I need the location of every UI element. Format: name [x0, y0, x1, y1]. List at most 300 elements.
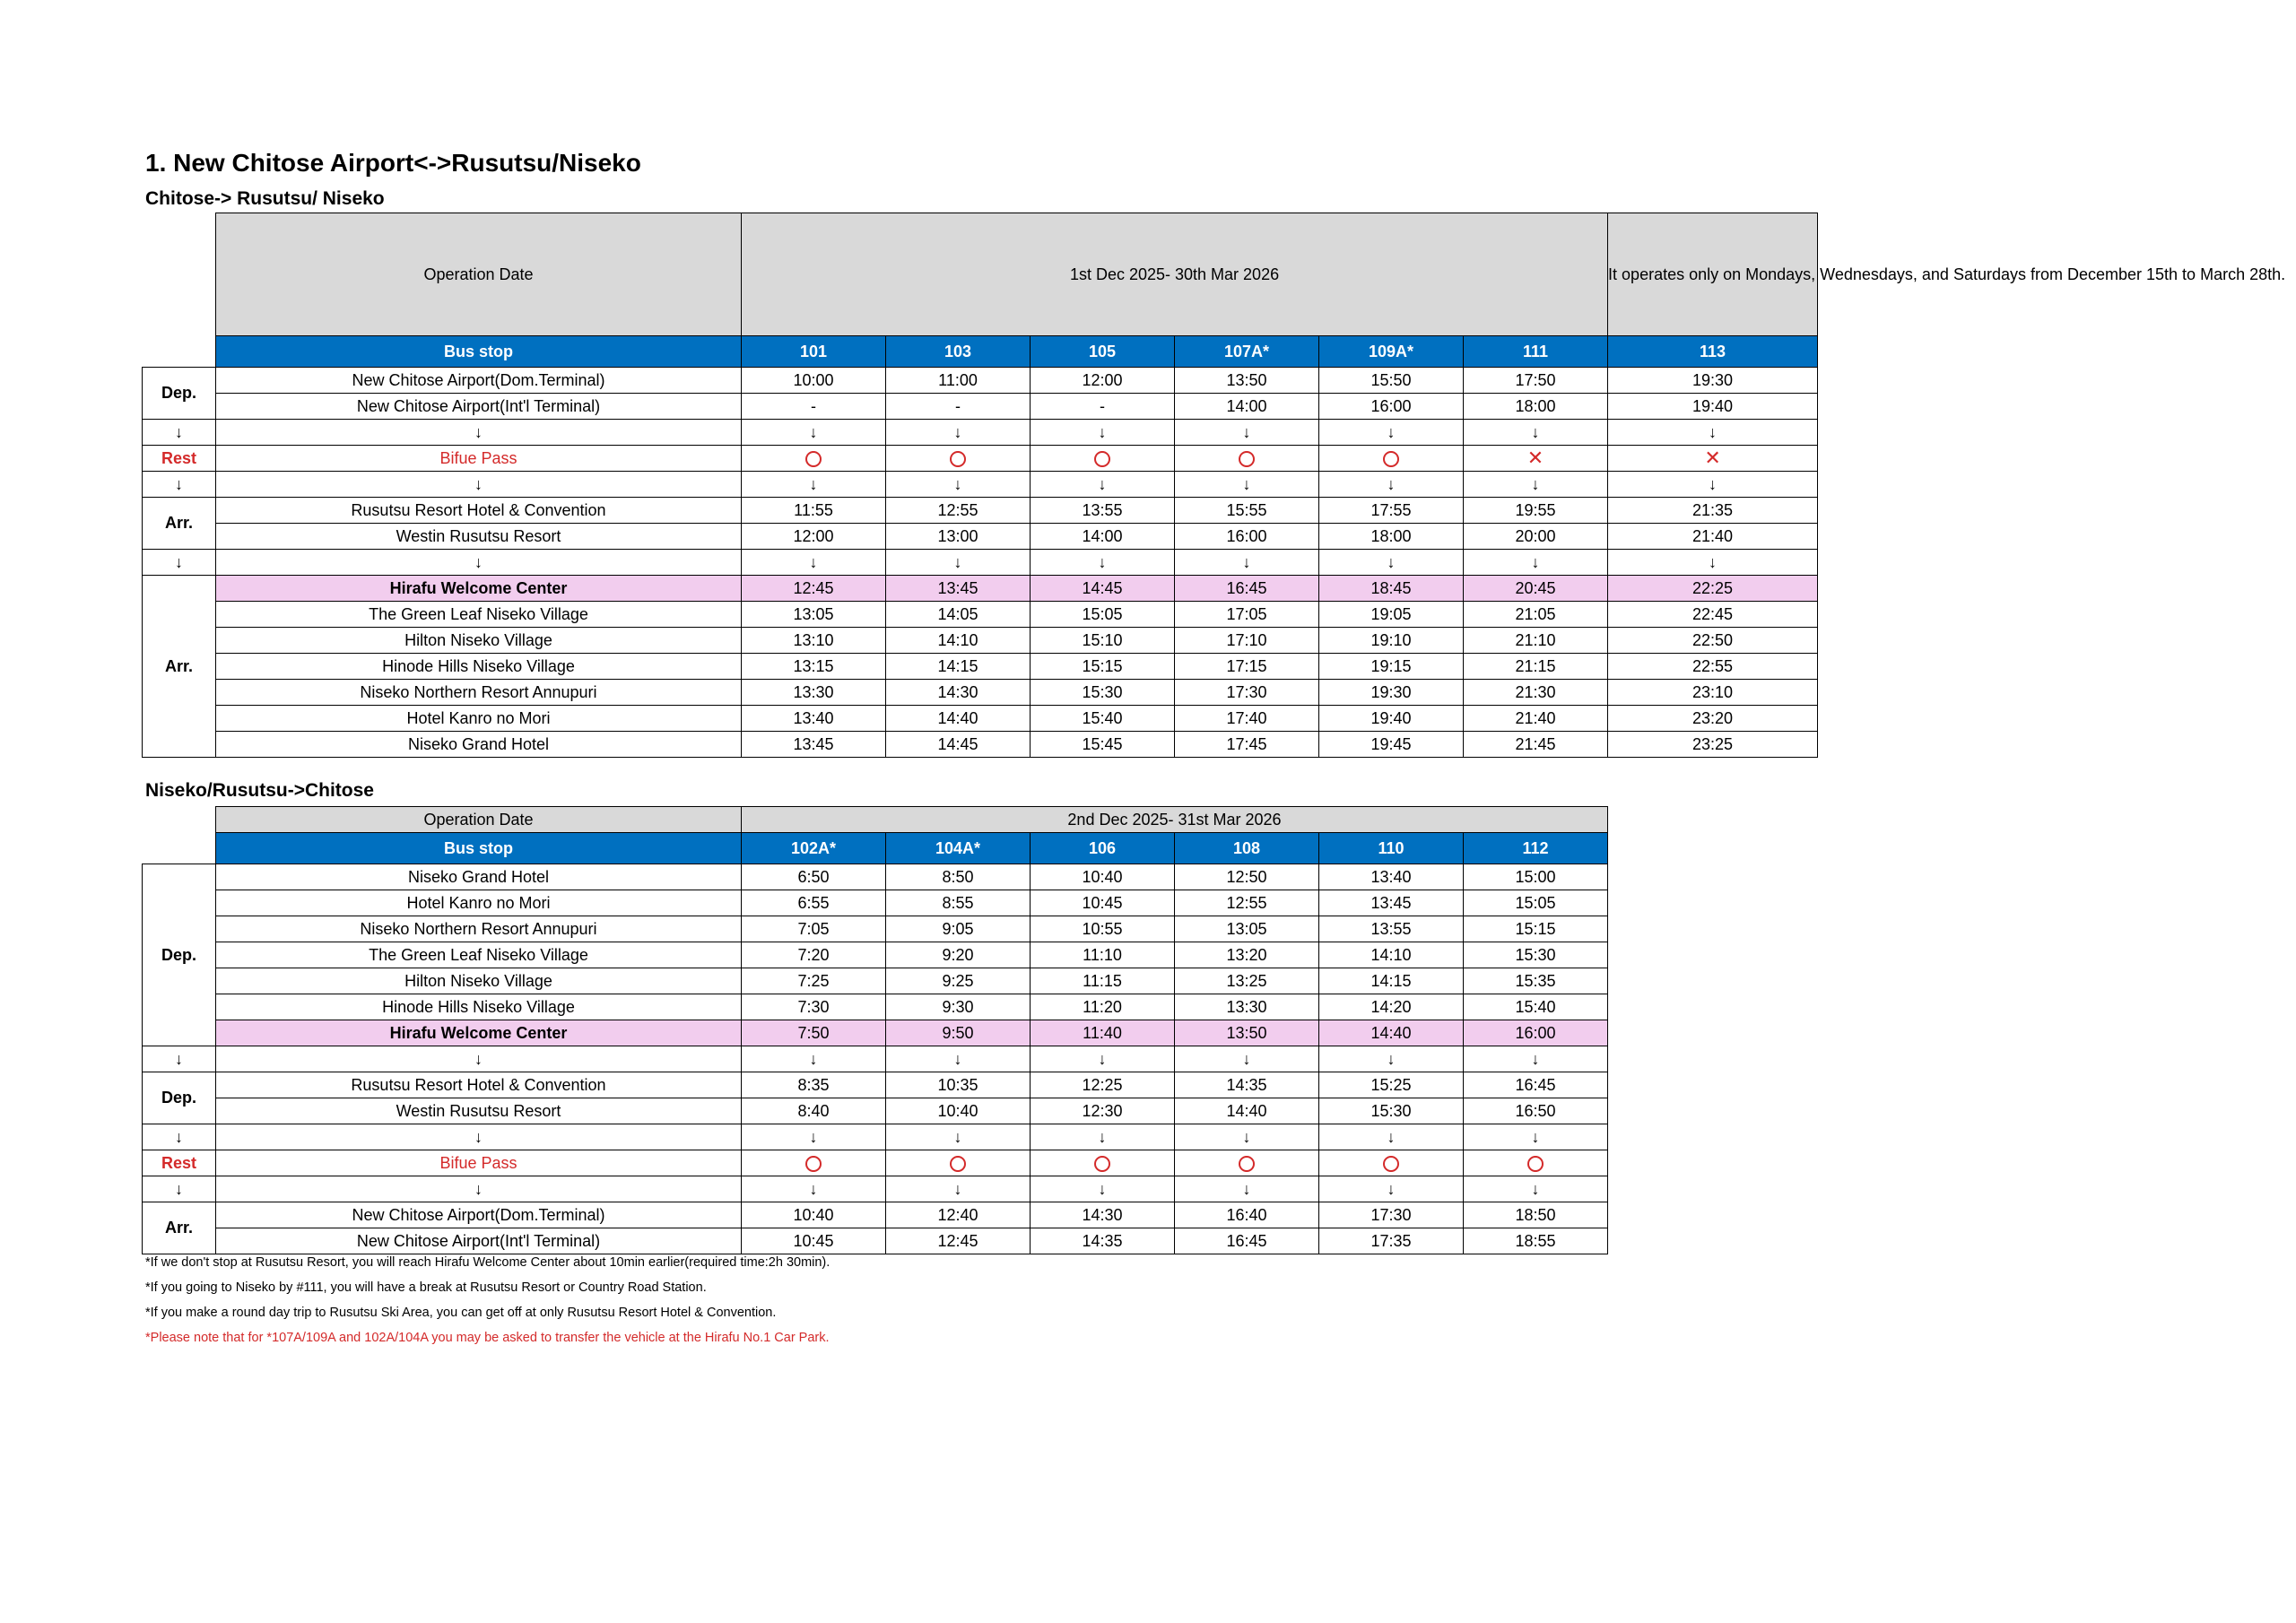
time-cell: 8:40 — [742, 1098, 886, 1124]
down-arrow-icon: ↓ — [1319, 1124, 1464, 1150]
time-cell: 14:35 — [1175, 1072, 1319, 1098]
footnote: *If we don't stop at Rusutsu Resort, you will reach Hirafu Welcome Center about 10min earlier(required time:2h 30min). — [145, 1255, 831, 1270]
down-arrow-icon: ↓ — [1175, 1176, 1319, 1202]
time-cell: 18:50 — [1464, 1202, 1608, 1228]
time-cell: 14:00 — [1031, 524, 1175, 550]
table-row — [143, 916, 1608, 942]
time-cell: 22:50 — [1608, 628, 1818, 654]
bus-number-header: 112 — [1464, 833, 1608, 864]
down-arrow-icon: ↓ — [1031, 472, 1175, 498]
time-cell: 19:15 — [1319, 654, 1464, 680]
rest-mark-cell — [1031, 1150, 1175, 1176]
time-cell: 12:50 — [1175, 864, 1319, 890]
time-cell: 15:15 — [1464, 916, 1608, 942]
table-row — [143, 1124, 1608, 1150]
time-cell: 14:45 — [1031, 576, 1175, 602]
down-arrow-icon: ↓ — [742, 1176, 886, 1202]
down-arrow-icon: ↓ — [1175, 472, 1319, 498]
bus-stop-name: Hirafu Welcome Center — [216, 576, 742, 602]
bus-number-header: 113 — [1608, 336, 1818, 368]
down-arrow-icon: ↓ — [1319, 420, 1464, 446]
time-cell: 15:55 — [1175, 498, 1319, 524]
time-cell: 17:40 — [1175, 706, 1319, 732]
circle-icon — [1239, 451, 1255, 467]
time-cell: 8:35 — [742, 1072, 886, 1098]
rest-mark-cell — [1031, 446, 1175, 472]
table-row — [143, 1228, 1608, 1254]
time-cell: 11:40 — [1031, 1020, 1175, 1046]
down-arrow-icon: ↓ — [1031, 1046, 1175, 1072]
bus-stop-name: New Chitose Airport(Dom.Terminal) — [216, 368, 742, 394]
down-arrow-icon: ↓ — [1031, 1124, 1175, 1150]
time-cell: 19:40 — [1319, 706, 1464, 732]
stop-group-label: Dep. — [143, 368, 216, 420]
down-arrow-icon: ↓ — [1319, 472, 1464, 498]
table-row — [143, 1072, 1608, 1098]
bus-stop-name: Niseko Grand Hotel — [216, 864, 742, 890]
time-cell: 8:55 — [886, 890, 1031, 916]
time-cell: 19:10 — [1319, 628, 1464, 654]
rest-mark-cell — [1319, 446, 1464, 472]
bus-number-header: 111 — [1464, 336, 1608, 368]
circle-icon — [950, 1156, 966, 1172]
time-cell: 11:20 — [1031, 994, 1175, 1020]
time-cell: 10:55 — [1031, 916, 1175, 942]
time-cell: 15:10 — [1031, 628, 1175, 654]
down-arrow-icon: ↓ — [143, 1176, 216, 1202]
time-cell: 13:55 — [1031, 498, 1175, 524]
bus-stop-name: Hotel Kanro no Mori — [216, 706, 742, 732]
time-cell: 19:55 — [1464, 498, 1608, 524]
time-cell: 12:30 — [1031, 1098, 1175, 1124]
rest-stop-name: Bifue Pass — [216, 446, 742, 472]
time-cell: 13:15 — [742, 654, 886, 680]
down-arrow-icon: ↓ — [1464, 1046, 1608, 1072]
time-cell: 20:00 — [1464, 524, 1608, 550]
down-arrow-icon: ↓ — [1464, 550, 1608, 576]
table-row — [143, 498, 1818, 524]
time-cell: 14:15 — [1319, 968, 1464, 994]
outbound-subtitle: Chitose-> Rusutsu/ Niseko — [145, 188, 385, 209]
stop-group-label: Arr. — [143, 1202, 216, 1254]
down-arrow-icon: ↓ — [1464, 1124, 1608, 1150]
down-arrow-icon: ↓ — [742, 550, 886, 576]
time-cell: 7:30 — [742, 994, 886, 1020]
time-cell: 14:45 — [886, 732, 1031, 758]
down-arrow-icon: ↓ — [1175, 1046, 1319, 1072]
bus-number-header: 105 — [1031, 336, 1175, 368]
table-row — [143, 1098, 1608, 1124]
circle-icon — [1383, 451, 1399, 467]
down-arrow-icon: ↓ — [742, 1046, 886, 1072]
time-cell: 18:45 — [1319, 576, 1464, 602]
time-cell: 13:45 — [1319, 890, 1464, 916]
rest-mark-cell — [742, 1150, 886, 1176]
time-cell: 12:00 — [1031, 368, 1175, 394]
time-cell: 13:40 — [742, 706, 886, 732]
time-cell: 17:55 — [1319, 498, 1464, 524]
time-cell: 23:20 — [1608, 706, 1818, 732]
time-cell: 21:40 — [1464, 706, 1608, 732]
rest-stop-name: Bifue Pass — [216, 1150, 742, 1176]
rest-mark-cell — [1175, 446, 1319, 472]
time-cell: 22:55 — [1608, 654, 1818, 680]
time-cell: 20:45 — [1464, 576, 1608, 602]
down-arrow-icon: ↓ — [216, 1124, 742, 1150]
time-cell: 9:30 — [886, 994, 1031, 1020]
bus-stop-name: Hinode Hills Niseko Village — [216, 654, 742, 680]
time-cell: 7:50 — [742, 1020, 886, 1046]
time-cell: 14:30 — [886, 680, 1031, 706]
time-cell: 17:30 — [1319, 1202, 1464, 1228]
time-cell: 16:45 — [1175, 576, 1319, 602]
time-cell: 12:25 — [1031, 1072, 1175, 1098]
table-row — [143, 368, 1818, 394]
down-arrow-icon: ↓ — [886, 1176, 1031, 1202]
down-arrow-icon: ↓ — [1031, 550, 1175, 576]
down-arrow-icon: ↓ — [886, 420, 1031, 446]
time-cell: 16:50 — [1464, 1098, 1608, 1124]
rest-mark-cell — [886, 446, 1031, 472]
time-cell: 13:25 — [1175, 968, 1319, 994]
circle-icon — [950, 451, 966, 467]
table-row — [143, 550, 1818, 576]
time-cell: 12:40 — [886, 1202, 1031, 1228]
time-cell: 14:40 — [1175, 1098, 1319, 1124]
time-cell: - — [742, 394, 886, 420]
time-cell: 10:40 — [1031, 864, 1175, 890]
time-cell: 13:10 — [742, 628, 886, 654]
time-cell: 18:55 — [1464, 1228, 1608, 1254]
table-row — [143, 446, 1818, 472]
time-cell: 14:10 — [1319, 942, 1464, 968]
bus-stop-name: New Chitose Airport(Int'l Terminal) — [216, 1228, 742, 1254]
time-cell: 23:25 — [1608, 732, 1818, 758]
bus-stop-header: Bus stop — [216, 833, 742, 864]
stop-group-label: Dep. — [143, 864, 216, 1046]
circle-icon — [1094, 451, 1110, 467]
bus-stop-name: Hirafu Welcome Center — [216, 1020, 742, 1046]
time-cell: 13:40 — [1319, 864, 1464, 890]
table-row — [143, 1150, 1608, 1176]
down-arrow-icon: ↓ — [1319, 1046, 1464, 1072]
down-arrow-icon: ↓ — [216, 472, 742, 498]
table-row — [143, 994, 1608, 1020]
table-row — [143, 968, 1608, 994]
time-cell: 10:45 — [742, 1228, 886, 1254]
time-cell: 12:00 — [742, 524, 886, 550]
bus-number-header: 110 — [1319, 833, 1464, 864]
time-cell: 15:35 — [1464, 968, 1608, 994]
table-row — [143, 942, 1608, 968]
time-cell: 19:40 — [1608, 394, 1818, 420]
corner-blank — [143, 336, 216, 368]
time-cell: 13:45 — [742, 732, 886, 758]
time-cell: 7:20 — [742, 942, 886, 968]
time-cell: 19:05 — [1319, 602, 1464, 628]
time-cell: 12:55 — [1175, 890, 1319, 916]
time-cell: 13:00 — [886, 524, 1031, 550]
time-cell: 14:30 — [1031, 1202, 1175, 1228]
time-cell: 19:30 — [1319, 680, 1464, 706]
time-cell: 21:45 — [1464, 732, 1608, 758]
time-cell: 9:50 — [886, 1020, 1031, 1046]
down-arrow-icon: ↓ — [216, 420, 742, 446]
time-cell: 23:10 — [1608, 680, 1818, 706]
rest-mark-cell — [1319, 1150, 1464, 1176]
time-cell: 12:45 — [886, 1228, 1031, 1254]
down-arrow-icon: ↓ — [143, 472, 216, 498]
time-cell: 9:25 — [886, 968, 1031, 994]
time-cell: 15:30 — [1031, 680, 1175, 706]
operation-date-label: Operation Date — [216, 807, 742, 833]
time-cell: 16:45 — [1175, 1228, 1319, 1254]
table-row — [143, 628, 1818, 654]
down-arrow-icon: ↓ — [1608, 550, 1818, 576]
time-cell: 13:50 — [1175, 368, 1319, 394]
time-cell: 15:40 — [1464, 994, 1608, 1020]
bus-stop-name: Hilton Niseko Village — [216, 968, 742, 994]
bus-number-header: 103 — [886, 336, 1031, 368]
time-cell: 11:10 — [1031, 942, 1175, 968]
rest-label: Rest — [143, 1150, 216, 1176]
time-cell: 6:55 — [742, 890, 886, 916]
time-cell: 7:25 — [742, 968, 886, 994]
down-arrow-icon: ↓ — [886, 550, 1031, 576]
cross-icon: ✕ — [1526, 447, 1544, 469]
bus-stop-name: Rusutsu Resort Hotel & Convention — [216, 498, 742, 524]
time-cell: 15:05 — [1031, 602, 1175, 628]
cross-icon: ✕ — [1704, 447, 1721, 469]
bus-number-header: 101 — [742, 336, 886, 368]
down-arrow-icon: ↓ — [216, 1046, 742, 1072]
time-cell: 13:20 — [1175, 942, 1319, 968]
inbound-subtitle: Niseko/Rusutsu->Chitose — [145, 780, 374, 801]
circle-icon — [1527, 1156, 1544, 1172]
time-cell: 21:15 — [1464, 654, 1608, 680]
page-title: 1. New Chitose Airport<->Rusutsu/Niseko — [145, 149, 641, 177]
table-row — [143, 680, 1818, 706]
bus-number-header: 107A* — [1175, 336, 1319, 368]
table-row — [143, 394, 1818, 420]
time-cell: 6:50 — [742, 864, 886, 890]
down-arrow-icon: ↓ — [216, 1176, 742, 1202]
time-cell: 10:35 — [886, 1072, 1031, 1098]
corner-blank — [143, 213, 216, 336]
time-cell: 21:30 — [1464, 680, 1608, 706]
time-cell: 17:05 — [1175, 602, 1319, 628]
time-cell: 12:45 — [742, 576, 886, 602]
time-cell: 15:25 — [1319, 1072, 1464, 1098]
time-cell: 17:10 — [1175, 628, 1319, 654]
operation-date-label: Operation Date — [216, 213, 742, 336]
table-row — [143, 1176, 1608, 1202]
down-arrow-icon: ↓ — [886, 1124, 1031, 1150]
down-arrow-icon: ↓ — [143, 550, 216, 576]
bus-stop-name: Hilton Niseko Village — [216, 628, 742, 654]
time-cell: 15:40 — [1031, 706, 1175, 732]
time-cell: 21:40 — [1608, 524, 1818, 550]
time-cell: 10:40 — [742, 1202, 886, 1228]
time-cell: 13:45 — [886, 576, 1031, 602]
down-arrow-icon: ↓ — [143, 420, 216, 446]
time-cell: - — [1031, 394, 1175, 420]
down-arrow-icon: ↓ — [886, 1046, 1031, 1072]
time-cell: 15:50 — [1319, 368, 1464, 394]
time-cell: 13:30 — [742, 680, 886, 706]
bus-number-header: 108 — [1175, 833, 1319, 864]
footnote: *If you make a round day trip to Rusutsu Ski Area, you can get off at only Rusutsu Resort Hotel & Convention. — [145, 1306, 777, 1320]
time-cell: 21:35 — [1608, 498, 1818, 524]
down-arrow-icon: ↓ — [1031, 420, 1175, 446]
time-cell: 13:05 — [1175, 916, 1319, 942]
time-cell: 8:50 — [886, 864, 1031, 890]
down-arrow-icon: ↓ — [1319, 1176, 1464, 1202]
time-cell: 17:15 — [1175, 654, 1319, 680]
time-cell: 18:00 — [1319, 524, 1464, 550]
down-arrow-icon: ↓ — [1031, 1176, 1175, 1202]
rest-mark-cell — [1464, 446, 1608, 472]
time-cell: 9:05 — [886, 916, 1031, 942]
rest-mark-cell — [742, 446, 886, 472]
down-arrow-icon: ↓ — [1464, 420, 1608, 446]
table-row — [143, 524, 1818, 550]
table-row — [143, 1202, 1608, 1228]
circle-icon — [805, 1156, 822, 1172]
circle-icon — [1094, 1156, 1110, 1172]
bus-stop-name: Niseko Northern Resort Annupuri — [216, 916, 742, 942]
rest-mark-cell — [886, 1150, 1031, 1176]
rest-mark-cell — [1175, 1150, 1319, 1176]
time-cell: 9:20 — [886, 942, 1031, 968]
time-cell: 16:00 — [1175, 524, 1319, 550]
time-cell: 15:30 — [1319, 1098, 1464, 1124]
bus-stop-name: The Green Leaf Niseko Village — [216, 602, 742, 628]
down-arrow-icon: ↓ — [1608, 420, 1818, 446]
time-cell: 18:00 — [1464, 394, 1608, 420]
down-arrow-icon: ↓ — [742, 1124, 886, 1150]
time-cell: 16:00 — [1464, 1020, 1608, 1046]
inbound-timetable — [142, 806, 1608, 1254]
table-row — [143, 602, 1818, 628]
time-cell: 14:40 — [1319, 1020, 1464, 1046]
time-cell: 10:45 — [1031, 890, 1175, 916]
footnote-warning: *Please note that for *107A/109A and 102A/104A you may be asked to transfer the vehicle at the Hirafu No.1 Car Park. — [145, 1331, 830, 1345]
time-cell: 17:45 — [1175, 732, 1319, 758]
down-arrow-icon: ↓ — [742, 472, 886, 498]
time-cell: 11:55 — [742, 498, 886, 524]
time-cell: 17:35 — [1319, 1228, 1464, 1254]
bus-number-header: 109A* — [1319, 336, 1464, 368]
time-cell: 14:05 — [886, 602, 1031, 628]
time-cell: 15:45 — [1031, 732, 1175, 758]
bus-stop-name: The Green Leaf Niseko Village — [216, 942, 742, 968]
time-cell: 13:30 — [1175, 994, 1319, 1020]
rest-mark-cell — [1464, 1150, 1608, 1176]
operation-date-range: 1st Dec 2025- 30th Mar 2026 — [742, 213, 1608, 336]
time-cell: - — [886, 394, 1031, 420]
time-cell: 19:45 — [1319, 732, 1464, 758]
outbound-timetable — [142, 213, 2286, 758]
bus-stop-name: Niseko Grand Hotel — [216, 732, 742, 758]
table-row — [143, 654, 1818, 680]
bus-stop-header: Bus stop — [216, 336, 742, 368]
footnote: *If you going to Niseko by #111, you will have a break at Rusutsu Resort or Country Road Station. — [145, 1280, 707, 1295]
down-arrow-icon: ↓ — [1464, 472, 1608, 498]
table-row — [143, 890, 1608, 916]
down-arrow-icon: ↓ — [1175, 420, 1319, 446]
time-cell: 16:40 — [1175, 1202, 1319, 1228]
stop-group-label: Arr. — [143, 498, 216, 550]
table-row — [143, 576, 1818, 602]
down-arrow-icon: ↓ — [1175, 550, 1319, 576]
time-cell: 7:05 — [742, 916, 886, 942]
operation-special-note: It operates only on Mondays, Wednesdays, and Saturdays from December 15th to March 28th. — [1608, 213, 1818, 336]
stop-group-label: Arr. — [143, 576, 216, 758]
rest-label: Rest — [143, 446, 216, 472]
down-arrow-icon: ↓ — [143, 1124, 216, 1150]
time-cell: 22:25 — [1608, 576, 1818, 602]
bus-stop-name: Rusutsu Resort Hotel & Convention — [216, 1072, 742, 1098]
stop-group-label: Dep. — [143, 1072, 216, 1124]
corner-blank — [143, 807, 216, 833]
time-cell: 14:35 — [1031, 1228, 1175, 1254]
time-cell: 13:50 — [1175, 1020, 1319, 1046]
time-cell: 11:15 — [1031, 968, 1175, 994]
time-cell: 14:20 — [1319, 994, 1464, 1020]
bus-stop-name: Westin Rusutsu Resort — [216, 524, 742, 550]
bus-stop-name: Hinode Hills Niseko Village — [216, 994, 742, 1020]
bus-stop-name: New Chitose Airport(Int'l Terminal) — [216, 394, 742, 420]
time-cell: 21:10 — [1464, 628, 1608, 654]
time-cell: 15:05 — [1464, 890, 1608, 916]
bus-number-header: 106 — [1031, 833, 1175, 864]
circle-icon — [805, 451, 822, 467]
bus-number-header: 102A* — [742, 833, 886, 864]
down-arrow-icon: ↓ — [1464, 1176, 1608, 1202]
bus-stop-name: New Chitose Airport(Dom.Terminal) — [216, 1202, 742, 1228]
bus-stop-name: Niseko Northern Resort Annupuri — [216, 680, 742, 706]
time-cell: 14:00 — [1175, 394, 1319, 420]
time-cell: 22:45 — [1608, 602, 1818, 628]
down-arrow-icon: ↓ — [1608, 472, 1818, 498]
down-arrow-icon: ↓ — [216, 550, 742, 576]
time-cell: 17:50 — [1464, 368, 1608, 394]
down-arrow-icon: ↓ — [742, 420, 886, 446]
table-row — [143, 706, 1818, 732]
operation-date-range: 2nd Dec 2025- 31st Mar 2026 — [742, 807, 1608, 833]
time-cell: 10:40 — [886, 1098, 1031, 1124]
time-cell: 21:05 — [1464, 602, 1608, 628]
corner-blank — [143, 833, 216, 864]
circle-icon — [1383, 1156, 1399, 1172]
down-arrow-icon: ↓ — [1175, 1124, 1319, 1150]
time-cell: 13:55 — [1319, 916, 1464, 942]
table-row — [143, 1046, 1608, 1072]
time-cell: 19:30 — [1608, 368, 1818, 394]
table-row — [143, 420, 1818, 446]
table-row — [143, 1020, 1608, 1046]
time-cell: 11:00 — [886, 368, 1031, 394]
down-arrow-icon: ↓ — [143, 1046, 216, 1072]
bus-stop-name: Westin Rusutsu Resort — [216, 1098, 742, 1124]
bus-stop-name: Hotel Kanro no Mori — [216, 890, 742, 916]
time-cell: 14:40 — [886, 706, 1031, 732]
time-cell: 15:00 — [1464, 864, 1608, 890]
time-cell: 10:00 — [742, 368, 886, 394]
table-row — [143, 732, 1818, 758]
time-cell: 15:30 — [1464, 942, 1608, 968]
